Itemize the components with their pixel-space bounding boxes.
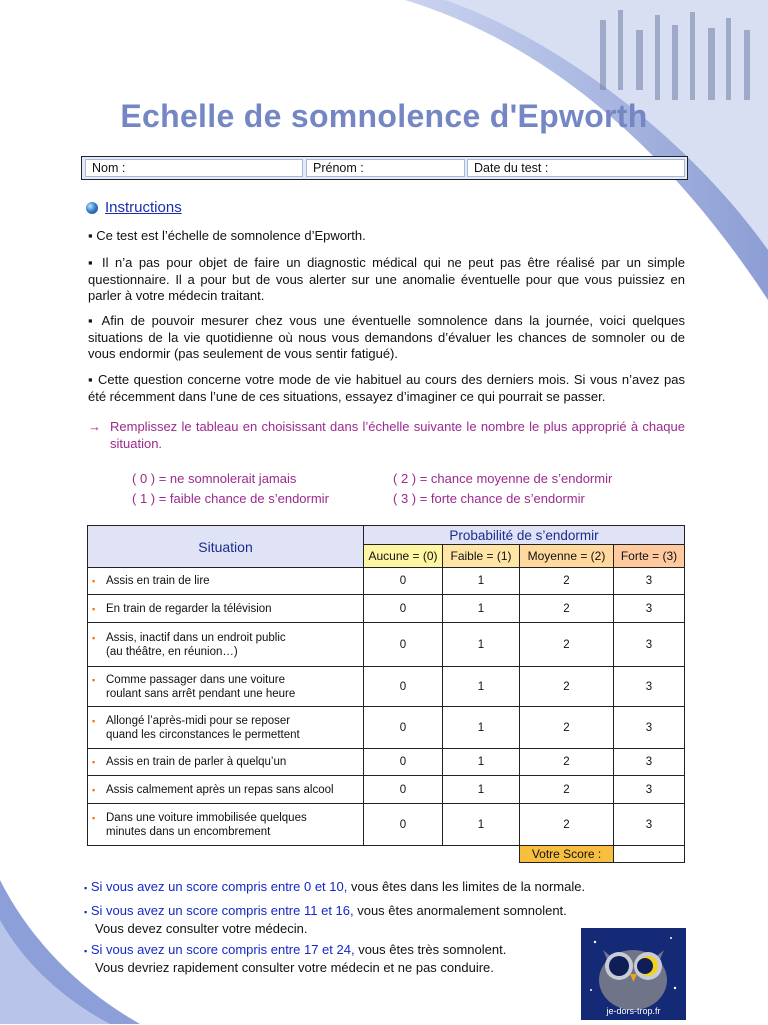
score-2-cell[interactable]: 2 [520, 568, 614, 595]
result-advice: Vous devriez rapidement consulter votre médecin et ne pas conduire. [95, 959, 494, 975]
result-range: Si vous avez un score compris entre 0 et 10, [90, 879, 348, 894]
paragraph-method: ▪ Afin de pouvoir mesurer chez vous une éventuelle somnolence dans la journée, voici quelques situations de la vie quotidienne où nous vous demandons d’évaluer les chances de somnoler ou de vous endormir (pas seulement de vous sentir fatigué). [88, 313, 685, 361]
score-input[interactable] [614, 846, 685, 863]
identity-bar [81, 156, 688, 180]
score-0-cell[interactable]: 0 [364, 804, 443, 846]
situation-line-1: Assis en train de parler à quelqu’un [106, 756, 287, 768]
score-2-cell[interactable]: 2 [520, 623, 614, 667]
score-2-cell[interactable]: 2 [520, 776, 614, 804]
result-range: Si vous avez un score compris entre 11 et 16, [90, 903, 354, 918]
column-header-forte: Forte = (3) [614, 545, 685, 568]
orange-bullet-icon: ▪ [92, 784, 96, 795]
epworth-table [87, 525, 685, 863]
score-row [88, 846, 685, 863]
orange-bullet-icon: ▪ [92, 632, 96, 643]
table-row [88, 804, 685, 846]
score-1-cell[interactable]: 1 [443, 595, 520, 623]
score-0-cell[interactable]: 0 [364, 595, 443, 623]
orange-bullet-icon: ▪ [92, 812, 96, 823]
situation-line-2: minutes dans un encombrement [106, 825, 271, 838]
result-normal [84, 879, 624, 897]
table-row [88, 776, 685, 804]
score-2-cell[interactable]: 2 [520, 667, 614, 707]
situation-cell [88, 707, 364, 749]
score-2-cell[interactable]: 2 [520, 804, 614, 846]
situation-line-2: quand les circonstances le permettent [106, 728, 300, 741]
paragraph-purpose: ▪ Il n’a pas pour objet de faire un diagnostic médical qui ne peut pas être réalisé par un simple questionnaire. Il a pour but de vous alerter sur une anomalie éventuelle pour que vous puissiez en parler à votre médecin traitant. [88, 255, 685, 303]
situation-line-1: Assis en train de lire [106, 575, 210, 587]
situation-cell [88, 595, 364, 623]
result-range: Si vous avez un score compris entre 17 et 24, [90, 942, 355, 957]
score-3-cell[interactable]: 3 [614, 623, 685, 667]
bullet-ball-icon [86, 202, 98, 214]
situation-line-1: En train de regarder la télévision [106, 602, 272, 615]
score-0-cell[interactable]: 0 [364, 568, 443, 595]
score-2-cell[interactable]: 2 [520, 595, 614, 623]
score-0-cell[interactable]: 0 [364, 623, 443, 667]
score-1-cell[interactable]: 1 [443, 749, 520, 776]
score-2-cell[interactable]: 2 [520, 707, 614, 749]
score-3-cell[interactable]: 3 [614, 568, 685, 595]
situation-line-2: roulant sans arrêt pendant une heure [106, 687, 296, 700]
score-3-cell[interactable]: 3 [614, 749, 685, 776]
score-3-cell[interactable]: 3 [614, 595, 685, 623]
result-text: vous êtes très somnolent. [354, 942, 507, 957]
name-field[interactable]: Nom : [85, 159, 303, 177]
blue-bullet-icon: ▪ [84, 907, 88, 917]
result-somnolent [84, 903, 624, 937]
situation-cell [88, 667, 364, 707]
score-0-cell[interactable]: 0 [364, 749, 443, 776]
instructions-heading [86, 199, 182, 216]
scale-1: ( 1 ) = faible chance de s’endormir [132, 491, 329, 506]
situation-header: Situation [88, 526, 364, 568]
situation-line-1: Allongé l’après-midi pour se reposer [106, 714, 291, 727]
orange-bullet-icon: ▪ [92, 757, 96, 767]
instructions-title: Instructions [105, 199, 182, 216]
firstname-field[interactable]: Prénom : [306, 159, 465, 177]
score-1-cell[interactable]: 1 [443, 568, 520, 595]
score-1-cell[interactable]: 1 [443, 804, 520, 846]
column-header-aucune: Aucune = (0) [364, 545, 443, 568]
score-0-cell[interactable]: 0 [364, 667, 443, 707]
probability-header: Probabilité de s’endormir [364, 526, 685, 545]
score-0-cell[interactable]: 0 [364, 776, 443, 804]
scale-3: ( 3 ) = forte chance de s’endormir [393, 491, 585, 506]
situation-cell [88, 568, 364, 595]
scale-0: ( 0 ) = ne somnolerait jamais [132, 471, 297, 486]
table-row [88, 623, 685, 667]
column-header-faible: Faible = (1) [443, 545, 520, 568]
table-row [88, 667, 685, 707]
owl-logo [581, 928, 686, 1020]
table-row [88, 749, 685, 776]
arrow-right-icon: → [88, 419, 101, 434]
table-row [88, 595, 685, 623]
situation-line-1: Assis, inactif dans un endroit public [106, 631, 286, 644]
situation-line-1: Assis calmement après un repas sans alcool [106, 783, 334, 796]
score-1-cell[interactable]: 1 [443, 776, 520, 804]
orange-bullet-icon: ▪ [92, 715, 96, 726]
blue-bullet-icon: ▪ [84, 946, 88, 956]
orange-bullet-icon: ▪ [92, 603, 96, 614]
orange-bullet-icon: ▪ [92, 674, 96, 685]
situation-cell [88, 749, 364, 776]
situation-line-1: Comme passager dans une voiture [106, 673, 285, 686]
situation-cell [88, 623, 364, 667]
paragraph-intro: ▪ Ce test est l’échelle de somnolence d’Epworth. [88, 228, 366, 243]
scale-2: ( 2 ) = chance moyenne de s’endormir [393, 471, 613, 486]
score-3-cell[interactable]: 3 [614, 776, 685, 804]
situation-line-1: Dans une voiture immobilisée quelques [106, 811, 307, 824]
result-text: vous êtes anormalement somnolent. [353, 903, 567, 918]
orange-bullet-icon: ▪ [92, 576, 96, 586]
score-2-cell[interactable]: 2 [520, 749, 614, 776]
fill-instruction-text: Remplissez le tableau en choisissant dans l’échelle suivante le nombre le plus approprié à chaque situation. [110, 419, 685, 451]
score-3-cell[interactable]: 3 [614, 804, 685, 846]
result-text: vous êtes dans les limites de la normale. [347, 879, 586, 894]
result-advice: Vous devez consulter votre médecin. [95, 920, 308, 936]
column-header-moyenne: Moyenne = (2) [520, 545, 614, 568]
fill-instruction [88, 419, 685, 452]
table-row [88, 707, 685, 749]
situation-line-2: (au théâtre, en réunion…) [106, 645, 238, 658]
paragraph-context: ▪ Cette question concerne votre mode de vie habituel au cours des derniers mois. Si vous n’avez pas été récemment dans l’une de ces situations, essayez d’imaginer ce qui pourrait se passer. [88, 372, 685, 404]
score-label: Votre Score : [520, 846, 614, 863]
result-very-somnolent [84, 942, 624, 976]
table-row [88, 568, 685, 595]
situation-cell [88, 776, 364, 804]
blue-bullet-icon: ▪ [84, 883, 88, 893]
logo-text: je-dors-trop.fr [606, 1006, 661, 1016]
score-3-cell[interactable]: 3 [614, 667, 685, 707]
situation-cell [88, 804, 364, 846]
score-3-cell[interactable]: 3 [614, 707, 685, 749]
score-1-cell[interactable]: 1 [443, 707, 520, 749]
score-1-cell[interactable]: 1 [443, 667, 520, 707]
score-0-cell[interactable]: 0 [364, 707, 443, 749]
page-title: Echelle de somnolence d'Epworth [120, 98, 648, 134]
score-1-cell[interactable]: 1 [443, 623, 520, 667]
test-date-field[interactable]: Date du test : [467, 159, 685, 177]
